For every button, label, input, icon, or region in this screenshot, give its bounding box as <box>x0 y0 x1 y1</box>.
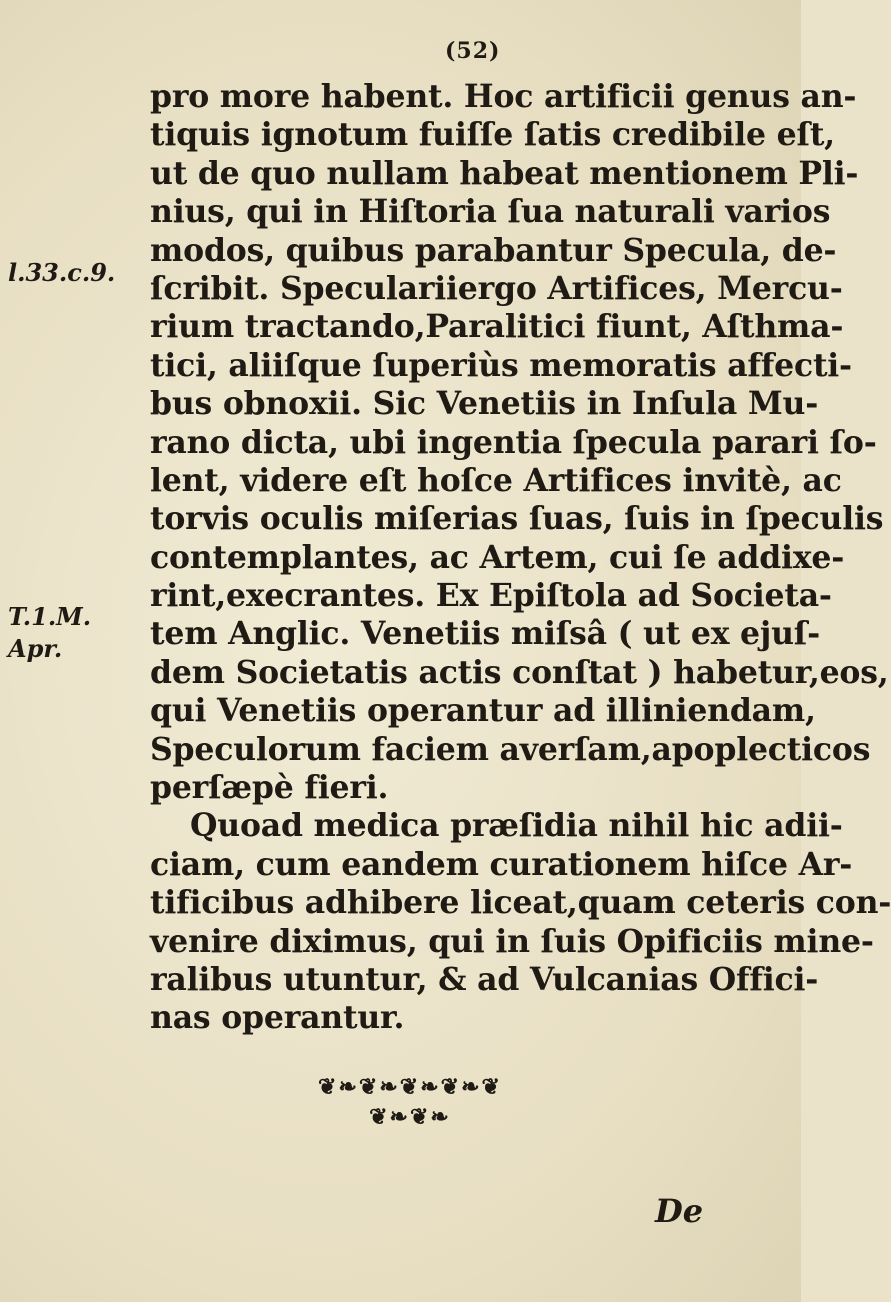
text-line: tiquis ignotum fuiſſe ſatis credibile eſt, <box>150 116 835 154</box>
ornament-row: ❦❧❦❧❦❧❦❧❦ <box>318 1074 502 1100</box>
text-line: rium tractando,Paralitici fiunt, Aſthma- <box>150 308 844 346</box>
text-line: qui Venetiis operantur ad illiniendam, <box>150 692 816 730</box>
margin-note-reference: T.1.M. <box>8 602 92 631</box>
text-line: tem Anglic. Venetiis miſsâ ( ut ex ejuſ- <box>150 615 821 653</box>
main-text-block <box>150 78 891 1038</box>
text-line: ſcribit. Speculariiergo Artifices, Mercu- <box>150 269 843 307</box>
text-line: nas operantur. <box>150 999 405 1037</box>
margin-note-reference: l.33.c.9. <box>8 258 116 287</box>
text-line: bus obnoxii. Sic Venetiis in Inſula Mu- <box>150 385 819 423</box>
text-line: rano dicta, ubi ingentia ſpecula parari ſo- <box>150 423 877 461</box>
text-line: Speculorum faciem averſam,apoplecticos <box>150 730 871 768</box>
text-line: lent, videre eſt hoſce Artifices invitè, ac <box>150 461 842 499</box>
text-line: ciam, cum eandem curationem hiſce Ar- <box>150 845 853 883</box>
text-line: modos, quibus parabantur Specula, de- <box>150 231 837 269</box>
paragraph-start-line: Quoad medica præſidia nihil hic adii- <box>190 807 843 845</box>
text-line: nius, qui in Hiſtoria ſua naturali varios <box>150 193 831 231</box>
text-line: tici, aliiſque ſuperiùs memoratis affecti- <box>150 346 852 384</box>
text-line: ralibus utuntur, & ad Vulcanias Offici- <box>150 960 819 998</box>
text-line: perſæpè fieri. <box>150 769 389 807</box>
margin-note-reference: Apr. <box>8 634 63 663</box>
text-line: dem Societatis actis conſtat ) habetur,eos, <box>150 653 889 691</box>
text-line: rint,execrantes. Ex Epiſtola ad Societa- <box>150 577 832 615</box>
text-line: tificibus adhibere liceat,quam ceteris con- <box>150 884 891 922</box>
text-line: torvis oculis miſerias ſuas, ſuis in ſpeculis <box>150 500 884 538</box>
catchword: De <box>655 1192 704 1230</box>
page-number: (52) <box>445 38 501 64</box>
ornament-row: ❦❧❦❧ <box>369 1104 451 1130</box>
text-line: venire diximus, qui in ſuis Opificiis mine- <box>150 922 874 960</box>
decorative-ornament <box>270 1072 550 1132</box>
text-line: contemplantes, ac Artem, cui ſe addixe- <box>150 538 845 576</box>
text-line: ut de quo nullam habeat mentionem Pli- <box>150 154 859 192</box>
text-line: pro more habent. Hoc artificii genus an- <box>150 78 857 115</box>
